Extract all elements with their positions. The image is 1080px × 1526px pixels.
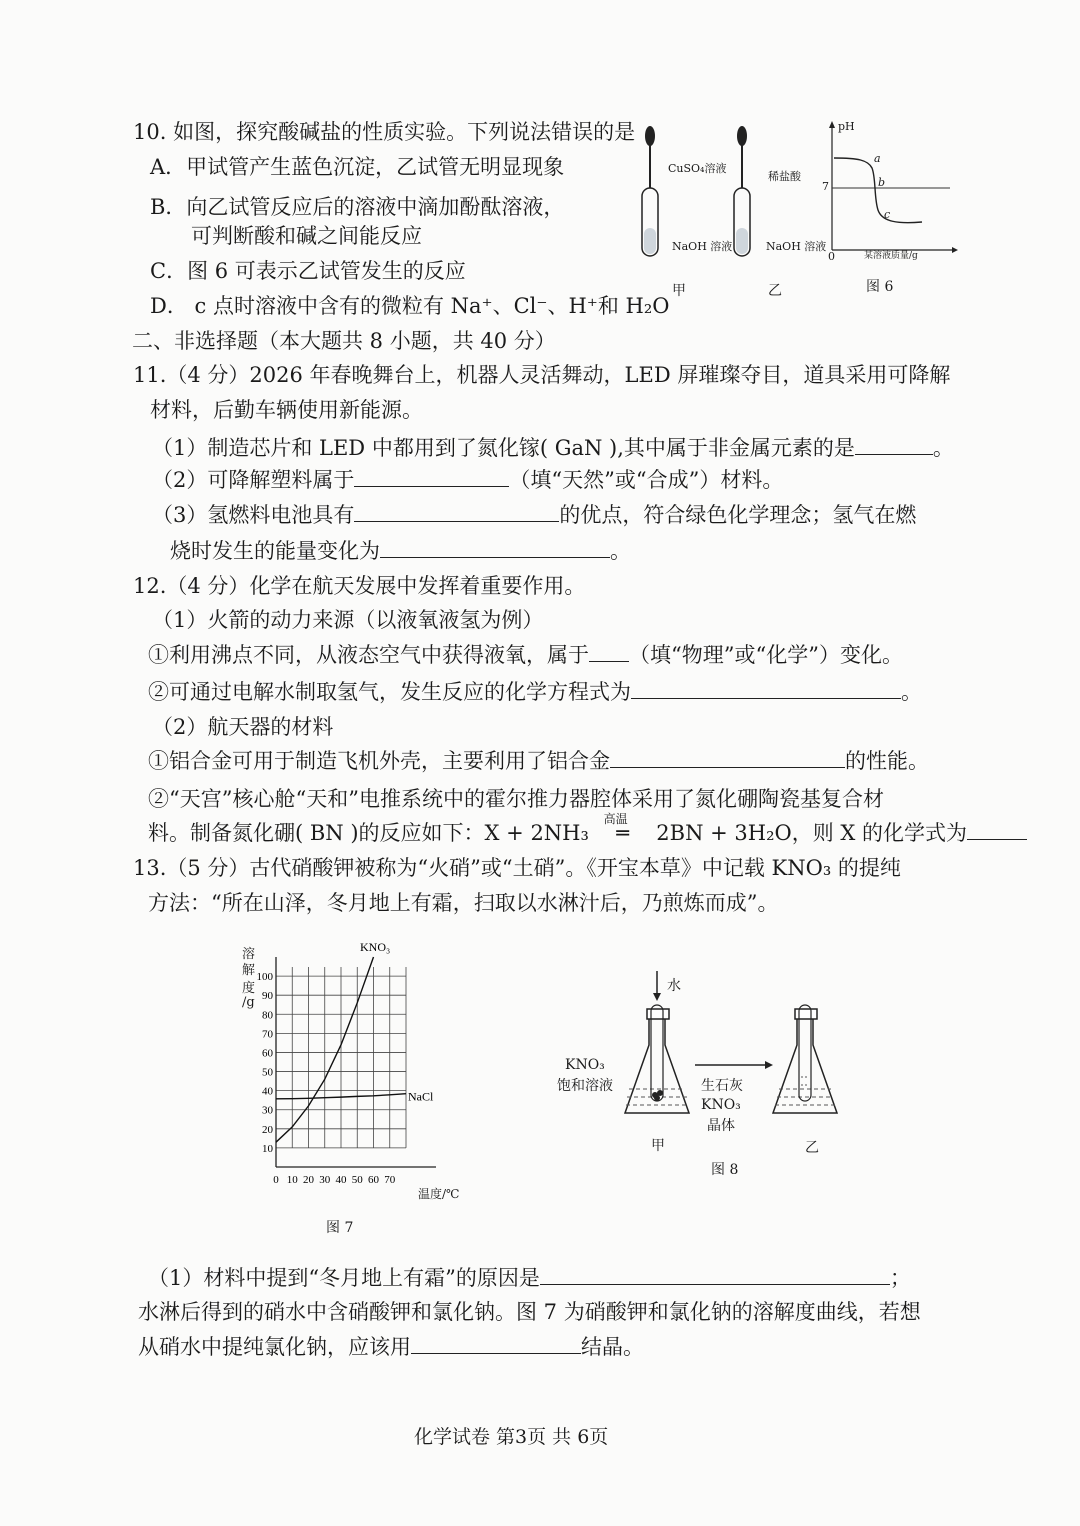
tube2-base-label: NaOH 溶液 <box>766 240 827 253</box>
x-tick-label: 10 <box>286 1174 298 1186</box>
q11-part1-end: 。 <box>932 436 954 460</box>
q11-part1 <box>152 433 954 463</box>
ph7-tick: 7 <box>822 180 829 193</box>
q13-part1-blank[interactable] <box>540 1264 890 1285</box>
y-tick-label: 90 <box>262 990 273 1003</box>
y-axis-title-2: 解 <box>242 963 256 978</box>
flask-jia-caption: 甲 <box>651 1138 665 1154</box>
q11-part2 <box>152 465 783 495</box>
q13-stem-cont: 方法：“所在山泽，冬月地上有霜，扫取以水淋汁后，乃煎炼而成”。 <box>148 891 779 915</box>
fig7-solubility-chart <box>230 935 480 1235</box>
y-axis-title-4: /g <box>242 995 255 1010</box>
q11-part3 <box>152 500 916 530</box>
x-axis-label: 某溶液质量/g <box>864 251 918 261</box>
y-tick-label: 50 <box>262 1066 273 1079</box>
section-heading: 二、非选择题（本大题共 8 小题，共 40 分） <box>132 329 556 353</box>
q11-part3-text2: 的优点，符合绿色化学理念；氢气在燃 <box>559 503 917 527</box>
fig8-flasks <box>555 965 875 1185</box>
q10-option-b: B．向乙试管反应后的溶液中滴加酚酞溶液， <box>150 195 565 219</box>
q12-condition: 高温 <box>603 812 628 826</box>
q13-part1-cont2 <box>138 1332 644 1362</box>
q12-sub2a-text2: 的性能。 <box>845 749 929 773</box>
q12-sub2a-blank[interactable] <box>610 747 845 768</box>
y-axis-title-1: 溶 <box>242 947 256 962</box>
nacl-series-label: NaCl <box>408 1089 434 1104</box>
origin-tick: 0 <box>828 250 835 263</box>
fig6-caption: 图 6 <box>866 279 894 295</box>
tube1-caption: 甲 <box>672 283 686 299</box>
q12-sub1b <box>148 677 922 707</box>
q11-part3-end: 。 <box>610 539 631 563</box>
q12-sub2b-cont <box>148 812 1027 848</box>
point-c: c <box>884 208 891 221</box>
y-axis-title-3: 度 <box>242 981 256 996</box>
q11-stem: 11.（4 分）2026 年春晚舞台上，机器人灵活舞动，LED 屏璀璨夺目，道具采用可降解 <box>133 363 951 387</box>
q10-option-b-cont: 可判断酸和碱之间能反应 <box>191 224 422 248</box>
crystal-label-1: KNO₃ <box>701 1097 741 1113</box>
q12-sub2b: ②“天宫”核心舱“天和”电推系统中的霍尔推力器腔体采用了氮化硼陶瓷基复合材 <box>148 787 884 811</box>
q12-sub1b-end: 。 <box>901 680 922 704</box>
q11-part1-text: （1）制造芯片和 LED 中都用到了氮化镓( GaN ),其中属于非金属元素的是 <box>152 436 855 460</box>
fig8-caption: 图 8 <box>711 1162 739 1178</box>
q10-stem: 10. 如图，探究酸碱盐的性质实验。下列说法错误的是 <box>133 120 636 144</box>
q13-part1 <box>148 1263 911 1293</box>
q12-equation-left: 料。制备氮化硼( BN )的反应如下：X + 2NH₃ <box>148 821 589 845</box>
q12-sub1: （1）火箭的动力来源（以液氧液氢为例） <box>152 608 544 632</box>
y-tick-label: 70 <box>262 1028 273 1041</box>
x-tick-label: 70 <box>384 1174 396 1186</box>
q11-part3-text: （3）氢燃料电池具有 <box>152 503 355 527</box>
q12-stem: 12.（4 分）化学在航天发展中发挥着重要作用。 <box>133 574 586 598</box>
q13-part1-text: （1）材料中提到“冬月地上有霜”的原因是 <box>148 1266 540 1290</box>
point-a: a <box>874 152 881 165</box>
x-axis-title: 温度/℃ <box>418 1187 460 1201</box>
q12-formula-blank[interactable] <box>967 819 1027 840</box>
y-tick-label: 10 <box>262 1142 273 1155</box>
q12-equation-right: 2BN + 3H₂O，则 X 的化学式为 <box>656 821 968 845</box>
q13-stem: 13.（5 分）古代硝酸钾被称为“火硝”或“土硝”。《开宝本草》中记载 KNO₃ 的提纯 <box>133 856 901 880</box>
x-tick-label: 30 <box>319 1174 331 1186</box>
x-tick-label: 40 <box>335 1174 347 1186</box>
point-b: b <box>878 176 886 189</box>
q12-sub1a-blank[interactable] <box>589 641 629 662</box>
flask-yi-caption: 乙 <box>805 1140 819 1156</box>
x-tick-label: 50 <box>351 1174 363 1186</box>
q12-sub1b-blank[interactable] <box>631 678 901 699</box>
q13-part1-text3: 结晶。 <box>581 1335 644 1359</box>
x-tick-label: 60 <box>368 1174 379 1186</box>
ph-axis-label: pH <box>838 120 855 133</box>
y-tick-label: 80 <box>262 1009 273 1022</box>
q11-part2-blank[interactable] <box>354 466 509 487</box>
y-tick-label: 100 <box>256 971 273 984</box>
crystal-label-2: 晶体 <box>707 1118 735 1134</box>
q12-sub1b-text: ②可通过电解水制取氢气，发生反应的化学方程式为 <box>148 680 631 704</box>
kno3-solution-label-1: KNO₃ <box>565 1057 605 1073</box>
q12-sub1a <box>148 640 903 670</box>
x-tick-label: 20 <box>303 1174 314 1186</box>
solubility-chart-svg <box>230 935 480 1195</box>
fig7-caption: 图 7 <box>326 1220 354 1236</box>
q11-stem-cont: 材料，后勤车辆使用新能源。 <box>150 398 423 422</box>
tube1-base-label: NaOH 溶液 <box>672 240 733 253</box>
q10-option-d: D． c 点时溶液中含有的微粒有 Na⁺、Cl⁻、H⁺和 H₂O <box>150 294 670 318</box>
q10-test-tubes-figure <box>630 118 827 308</box>
q13-method-blank[interactable] <box>411 1333 581 1354</box>
x-tick-label: 0 <box>273 1174 279 1186</box>
q13-part1-cont: 水淋后得到的硝水中含硝酸钾和氯化钠。图 7 为硝酸钾和氯化钠的溶解度曲线，若想 <box>138 1300 921 1324</box>
water-label: 水 <box>667 978 681 994</box>
q13-part1-end: ； <box>889 1266 911 1290</box>
q11-part3-text3: 烧时发生的能量变化为 <box>170 539 380 563</box>
q11-part2-text: （2）可降解塑料属于 <box>152 468 355 492</box>
q10-option-a: A．甲试管产生蓝色沉淀，乙试管无明显现象 <box>150 155 565 179</box>
tube2-caption: 乙 <box>768 283 782 299</box>
y-tick-label: 30 <box>262 1104 273 1117</box>
lime-label: 生石灰 <box>701 1078 743 1094</box>
q11-part3-blank2[interactable] <box>380 537 610 558</box>
q11-part3-blank1[interactable] <box>354 501 559 522</box>
q12-equation-sign: 高温 ═ <box>596 818 650 848</box>
kno3-series-label: KNO₃ <box>360 940 391 954</box>
q12-sub1a-text2: （填“物理”或“化学”）变化。 <box>629 643 903 667</box>
y-tick-label: 20 <box>262 1123 273 1136</box>
q10-option-c: C．图 6 可表示乙试管发生的反应 <box>150 259 466 283</box>
fig6-ph-curve <box>818 118 958 298</box>
q12-sub2a-text: ①铝合金可用于制造飞机外壳，主要利用了铝合金 <box>148 749 610 773</box>
ph-curve-drawing <box>818 118 958 268</box>
q11-part1-blank[interactable] <box>855 434 933 455</box>
q11-part3-cont <box>170 536 631 566</box>
q12-sub2a <box>148 746 929 776</box>
tube2-reagent-label: 稀盐酸 <box>768 170 801 183</box>
q12-sub1a-text: ①利用沸点不同，从液态空气中获得液氧，属于 <box>148 643 589 667</box>
y-tick-label: 60 <box>262 1047 273 1060</box>
y-tick-label: 40 <box>262 1085 273 1098</box>
q13-part1-text2: 从硝水中提纯氯化钠，应该用 <box>138 1335 411 1359</box>
kno3-solution-label-2: 饱和溶液 <box>557 1078 613 1094</box>
tube1-reagent-label: CuSO₄溶液 <box>668 162 727 175</box>
q11-part2-text2: （填“天然”或“合成”）材料。 <box>509 468 784 492</box>
page-footer: 化学试卷 第3页 共 6页 <box>414 1426 609 1448</box>
q12-sub2: （2）航天器的材料 <box>152 715 334 739</box>
